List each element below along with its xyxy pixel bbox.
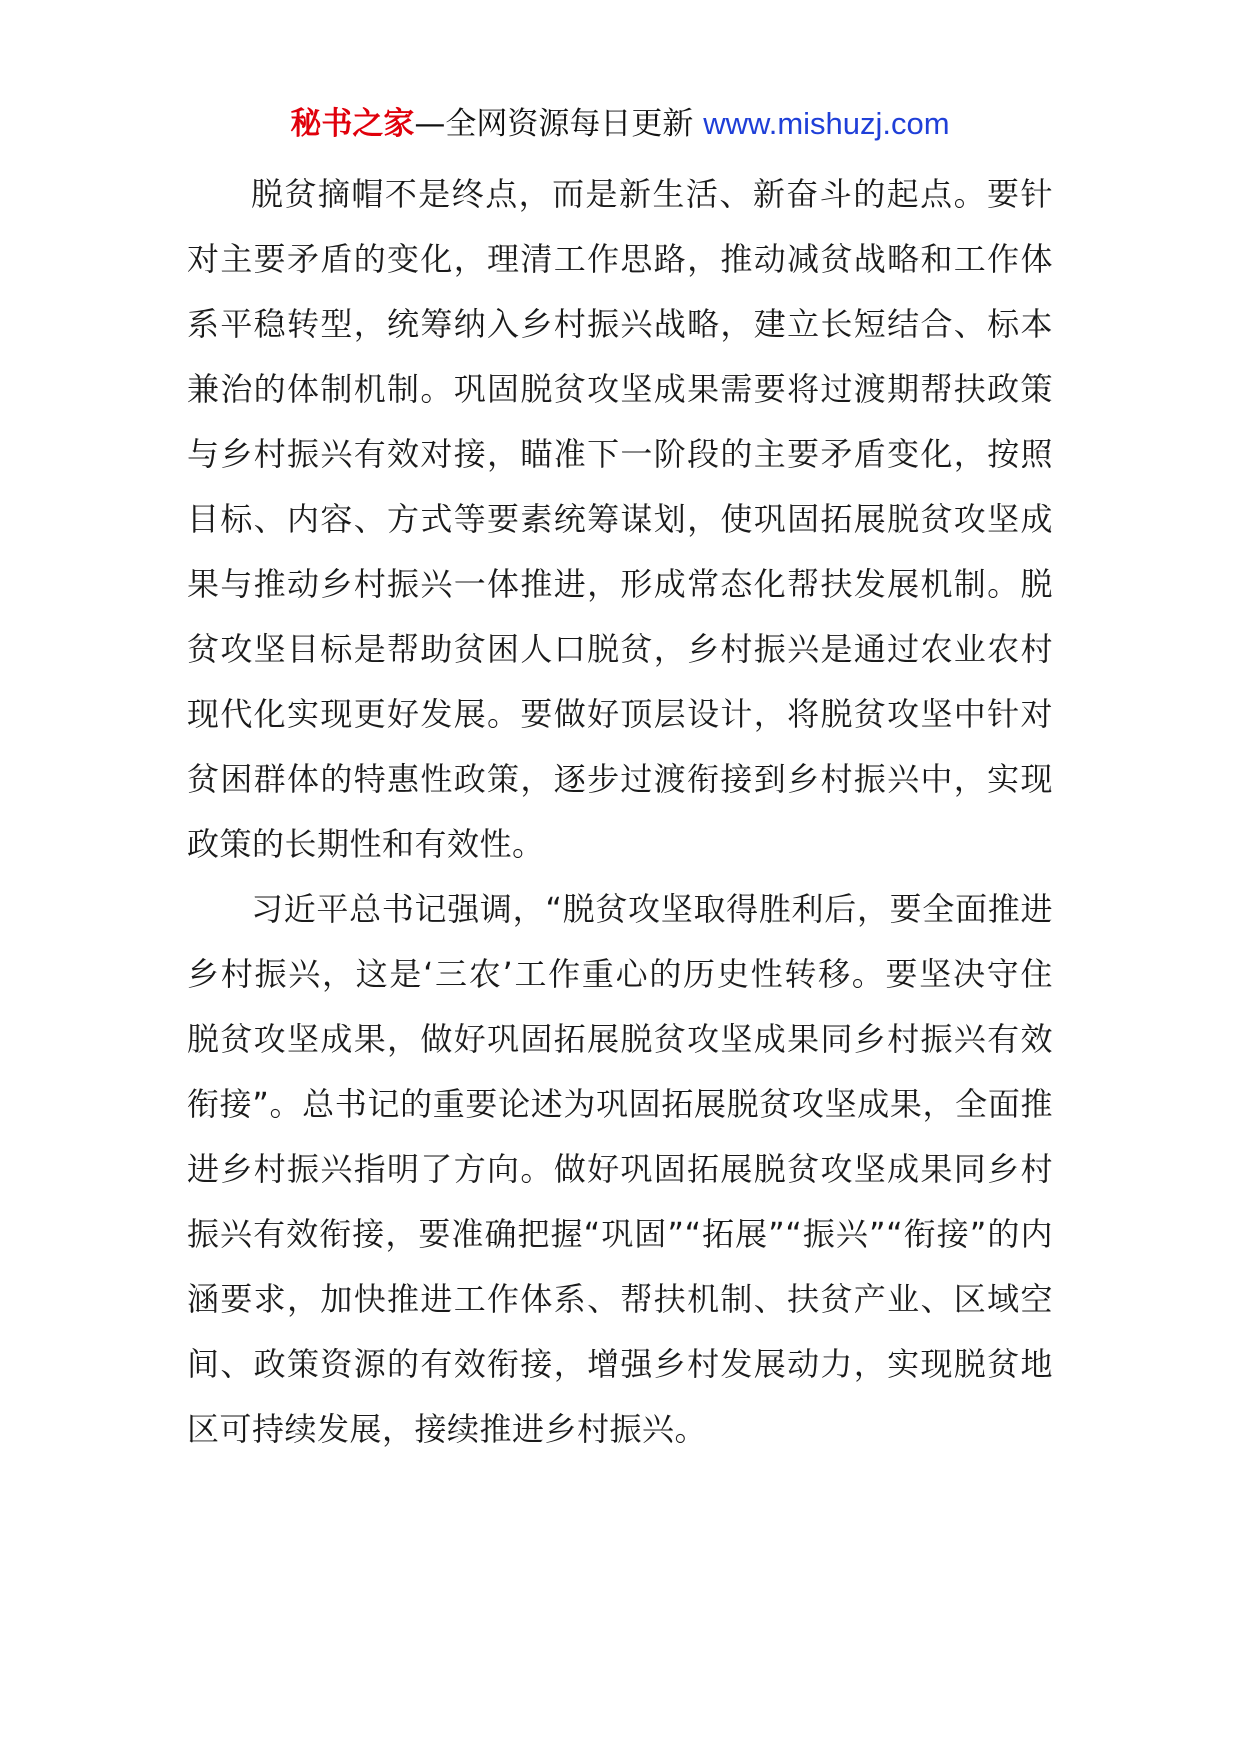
- site-url-link[interactable]: www.mishuzj.com: [703, 106, 950, 141]
- paragraph-2: 习近平总书记强调，“脱贫攻坚取得胜利后，要全面推进乡村振兴，这是‘三农’工作重心的历史性转移。要坚决守住脱贫攻坚成果，做好巩固拓展脱贫攻坚成果同乡村振兴有效衔接”。总书记的重要论述为巩固拓展脱贫攻坚成果，全面推进乡村振兴指明了方向。做好巩固拓展脱贫攻坚成果同乡村振兴有效衔接，要准确把握“巩固”“拓展”“振兴”“衔接”的内涵要求，加快推进工作体系、帮扶机制、扶贫产业、区域空间、政策资源的有效衔接，增强乡村发展动力，实现脱贫地区可持续发展，接续推进乡村振兴。: [187, 890, 1053, 1448]
- paragraph-1: 脱贫摘帽不是终点，而是新生活、新奋斗的起点。要针对主要矛盾的变化，理清工作思路，推动减贫战略和工作体系平稳转型，统筹纳入乡村振兴战略，建立长短结合、标本兼治的体制机制。巩固脱贫攻坚成果需要将过渡期帮扶政策与乡村振兴有效对接，瞄准下一阶段的主要矛盾变化，按照目标、内容、方式等要素统筹谋划，使巩固拓展脱贫攻坚成果与推动乡村振兴一体推进，形成常态化帮扶发展机制。脱贫攻坚目标是帮助贫困人口脱贫，乡村振兴是通过农业农村现代化实现更好发展。要做好顶层设计，将脱贫攻坚中针对贫困群体的特惠性政策，逐步过渡衔接到乡村振兴中，实现政策的长期性和有效性。: [187, 175, 1053, 863]
- header-tagline: —全网资源每日更新: [414, 106, 694, 142]
- article-body: [187, 162, 1053, 1462]
- site-header: [0, 102, 1240, 146]
- brand-name: 秘书之家: [290, 106, 415, 142]
